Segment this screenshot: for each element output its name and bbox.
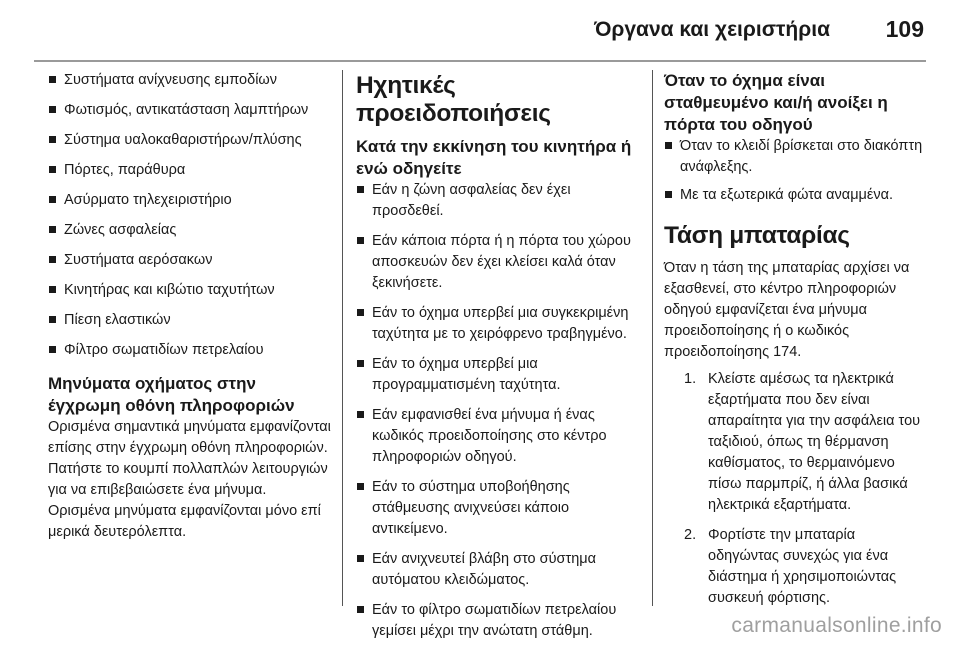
page-header xyxy=(0,0,960,60)
section-heading: Μηνύματα οχήματος στην έγχρωμη οθόνη πληροφοριών xyxy=(48,374,295,415)
watermark: carmanualsonline.info xyxy=(731,614,942,637)
column-3 xyxy=(664,70,928,618)
column-2 xyxy=(356,70,640,651)
list-item: Εάν η ζώνη ασφαλείας δεν έχει προσδεθεί. xyxy=(356,180,640,222)
list-item: Φωτισμός, αντικατάσταση λαμπτήρων xyxy=(48,100,332,121)
list-item: Συστήματα αερόσακων xyxy=(48,250,332,271)
section-paragraph: Ορισμένα σημαντικά μηνύματα εμφανίζονται επίσης στην έγχρωμη οθόνη πληροφοριών. Πατήστε το κουμπί πολλαπλών λειτουργιών για να επιβεβαιώσετε ένα μήνυμα. Ορισμένα μηνύματα εμφανίζονται μόνο επί μερικά δευτερόλεπτα. xyxy=(48,419,331,540)
list-item: Πόρτες, παράθυρα xyxy=(48,160,332,181)
warning-systems-list xyxy=(48,70,332,361)
list-item: Όταν το κλειδί βρίσκεται στο διακόπτη ανάφλεξης. xyxy=(664,136,928,178)
header-title: Όργανα και χειριστήρια xyxy=(594,18,830,41)
list-item: Εάν ανιχνευτεί βλάβη στο σύστημα αυτόματου κλειδώματος. xyxy=(356,549,640,591)
parked-conditions-list xyxy=(664,136,928,206)
section-paragraph: Όταν η τάση της μπαταρίας αρχίσει να εξασθενεί, στο κέντρο πληροφοριών οδηγού εμφανίζεται ένα μήνυμα προειδοποίησης ή ο κωδικός προειδοποίησης 174. xyxy=(664,260,910,360)
step-text: Φορτίστε την μπαταρία οδηγώντας συνεχώς για ένα διάστημα ή χρησιμοποιώντας συσκευή φόρτισης. xyxy=(708,527,897,606)
list-item: Φίλτρο σωματιδίων πετρελαίου xyxy=(48,340,332,361)
list-item: Με τα εξωτερικά φώτα αναμμένα. xyxy=(664,185,928,206)
step-number: 1. xyxy=(684,371,697,387)
list-item xyxy=(664,369,928,516)
list-item: Σύστημα υαλοκαθαριστήρων/πλύσης xyxy=(48,130,332,151)
list-item: Εάν το όχημα υπερβεί μια προγραμματισμένη ταχύτητα. xyxy=(356,354,640,396)
list-item xyxy=(664,525,928,609)
page-number: 109 xyxy=(885,16,924,42)
column-divider-2 xyxy=(652,70,653,606)
list-item: Κινητήρας και κιβώτιο ταχυτήτων xyxy=(48,280,332,301)
list-item: Ζώνες ασφαλείας xyxy=(48,220,332,241)
step-number: 2. xyxy=(684,527,697,543)
section-title: Τάση μπαταρίας xyxy=(664,222,850,249)
column-divider-1 xyxy=(342,70,343,606)
list-item: Εάν κάποια πόρτα ή η πόρτα του χώρου αποσκευών δεν έχει κλείσει καλά όταν ξεκινήσετε. xyxy=(356,231,640,294)
section-title: Ηχητικές προειδοποιήσεις xyxy=(356,72,551,127)
list-item: Εάν εμφανισθεί ένα μήνυμα ή ένας κωδικός προειδοποίησης στο κέντρο πληροφοριών οδηγού. xyxy=(356,405,640,468)
list-item: Εάν το σύστημα υποβοήθησης στάθμευσης ανιχνεύσει κάποιο αντικείμενο. xyxy=(356,477,640,540)
column-1 xyxy=(48,70,332,543)
chime-conditions-list xyxy=(356,180,640,642)
list-item: Συστήματα ανίχνευσης εμποδίων xyxy=(48,70,332,91)
step-text: Κλείστε αμέσως τα ηλεκτρικά εξαρτήματα που δεν είναι απαραίτητα για την ασφάλεια του ταξιδιού, όπως τη θέρμανση καθίσματος, το θερμαινόμενο πίσω παρμπρίζ, ή άλλα βασικά ηλεκτρικά εξαρτήματα. xyxy=(708,371,921,513)
section-heading: Όταν το όχημα είναι σταθμευμένο και/ή ανοίξει η πόρτα του οδηγού xyxy=(664,71,888,134)
steps-list xyxy=(664,369,928,609)
list-item: Εάν το φίλτρο σωματιδίων πετρελαίου γεμίσει μέχρι την ανώτατη στάθμη. xyxy=(356,600,640,642)
list-item: Εάν το όχημα υπερβεί μια συγκεκριμένη ταχύτητα με το χειρόφρενο τραβηγμένο. xyxy=(356,303,640,345)
header-rule xyxy=(34,60,926,62)
list-item: Πίεση ελαστικών xyxy=(48,310,332,331)
list-item: Ασύρματο τηλεχειριστήριο xyxy=(48,190,332,211)
section-subheading: Κατά την εκκίνηση του κινητήρα ή ενώ οδηγείτε xyxy=(356,137,632,178)
